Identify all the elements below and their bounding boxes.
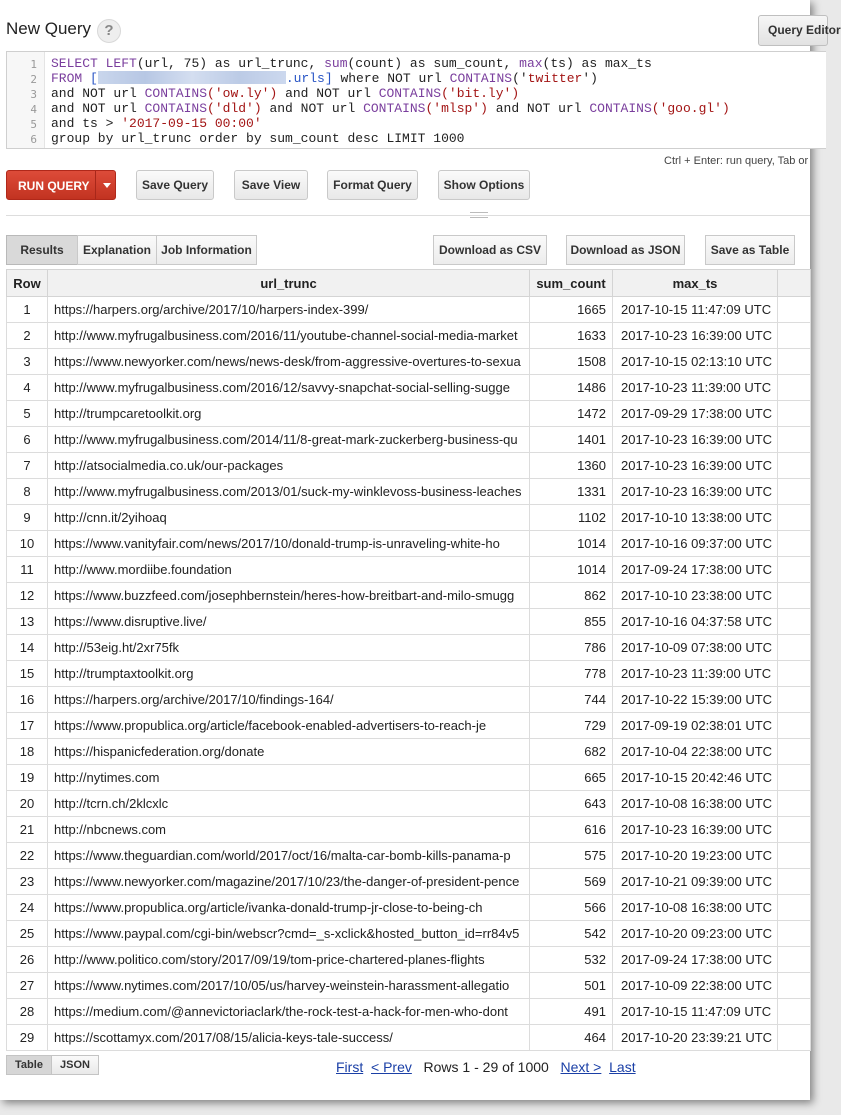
- page-title: New Query: [6, 19, 92, 38]
- table-row: [7, 921, 811, 947]
- url-cell: https://www.propublica.org/article/facebook-enabled-advertisers-to-reach-je: [48, 713, 530, 739]
- table-row: [7, 661, 811, 687]
- column-header-url-trunc: url_trunc: [48, 270, 530, 297]
- url-cell: https://harpers.org/archive/2017/10/harpers-index-399/: [48, 297, 530, 323]
- max-ts-cell: 2017-09-24 17:38:00 UTC: [613, 947, 778, 973]
- sum-count-cell: 1665: [530, 297, 613, 323]
- chevron-down-icon[interactable]: [103, 183, 111, 188]
- spacer-cell: [778, 947, 811, 973]
- table-row: [7, 739, 811, 765]
- spacer-cell: [778, 557, 811, 583]
- max-ts-cell: 2017-10-15 02:13:10 UTC: [613, 349, 778, 375]
- row-number-cell: 12: [7, 583, 48, 609]
- row-number-cell: 9: [7, 505, 48, 531]
- url-cell: https://hispanicfederation.org/donate: [48, 739, 530, 765]
- last-page-link[interactable]: Last: [609, 1059, 636, 1075]
- column-header-row: Row: [7, 270, 48, 297]
- max-ts-cell: 2017-09-24 17:38:00 UTC: [613, 557, 778, 583]
- row-number-cell: 18: [7, 739, 48, 765]
- url-cell: https://www.disruptive.live/: [48, 609, 530, 635]
- max-ts-cell: 2017-10-20 19:23:00 UTC: [613, 843, 778, 869]
- row-number-cell: 21: [7, 817, 48, 843]
- spacer-cell: [778, 843, 811, 869]
- results-table: [6, 269, 811, 1051]
- row-number-cell: 24: [7, 895, 48, 921]
- table-row: [7, 843, 811, 869]
- url-cell: http://cnn.it/2yihoaq: [48, 505, 530, 531]
- show-options-button[interactable]: Show Options: [438, 170, 530, 200]
- spacer-cell: [778, 453, 811, 479]
- max-ts-cell: 2017-10-04 22:38:00 UTC: [613, 739, 778, 765]
- url-cell: https://medium.com/@annevictoriaclark/the-rock-test-a-hack-for-men-who-dont: [48, 999, 530, 1025]
- max-ts-cell: 2017-10-15 20:42:46 UTC: [613, 765, 778, 791]
- save-view-button[interactable]: Save View: [234, 170, 308, 200]
- table-row: [7, 687, 811, 713]
- sum-count-cell: 501: [530, 973, 613, 999]
- query-editor[interactable]: [6, 51, 826, 149]
- spacer-cell: [778, 973, 811, 999]
- code-line-3: and NOT url CONTAINS('ow.ly') and NOT url CONTAINS('bit.ly'): [51, 86, 520, 101]
- line-number-gutter: [7, 52, 45, 148]
- table-row: [7, 375, 811, 401]
- sum-count-cell: 616: [530, 817, 613, 843]
- spacer-cell: [778, 687, 811, 713]
- sum-count-cell: 744: [530, 687, 613, 713]
- sum-count-cell: 1331: [530, 479, 613, 505]
- run-query-separator: [95, 171, 96, 199]
- sum-count-cell: 643: [530, 791, 613, 817]
- max-ts-cell: 2017-10-20 09:23:00 UTC: [613, 921, 778, 947]
- url-cell: http://www.politico.com/story/2017/09/19/tom-price-chartered-planes-flights: [48, 947, 530, 973]
- spacer-cell: [778, 609, 811, 635]
- sum-count-cell: 464: [530, 1025, 613, 1051]
- row-number-cell: 28: [7, 999, 48, 1025]
- row-number-cell: 6: [7, 427, 48, 453]
- sum-count-cell: 569: [530, 869, 613, 895]
- sum-count-cell: 1508: [530, 349, 613, 375]
- table-row: [7, 1025, 811, 1051]
- spacer-cell: [778, 297, 811, 323]
- row-number-cell: 2: [7, 323, 48, 349]
- tab-results[interactable]: Results: [6, 235, 78, 265]
- sum-count-cell: 1102: [530, 505, 613, 531]
- url-cell: https://www.newyorker.com/magazine/2017/10/23/the-danger-of-president-pence: [48, 869, 530, 895]
- table-row: [7, 895, 811, 921]
- line-number: 1: [30, 58, 37, 71]
- url-cell: http://www.myfrugalbusiness.com/2014/11/8-great-mark-zuckerberg-business-qu: [48, 427, 530, 453]
- url-cell: https://www.theguardian.com/world/2017/oct/16/malta-car-bomb-kills-panama-p: [48, 843, 530, 869]
- sum-count-cell: 665: [530, 765, 613, 791]
- table-row: [7, 349, 811, 375]
- spacer-cell: [778, 661, 811, 687]
- url-cell: https://scottamyx.com/2017/08/15/alicia-keys-tale-success/: [48, 1025, 530, 1051]
- max-ts-cell: 2017-10-15 11:47:09 UTC: [613, 297, 778, 323]
- help-icon[interactable]: ?: [97, 19, 121, 43]
- row-number-cell: 8: [7, 479, 48, 505]
- max-ts-cell: 2017-10-16 09:37:00 UTC: [613, 531, 778, 557]
- code-line-4: and NOT url CONTAINS('dld') and NOT url CONTAINS('mlsp') and NOT url CONTAINS('goo.gl'): [51, 101, 730, 116]
- row-number-cell: 25: [7, 921, 48, 947]
- row-number-cell: 23: [7, 869, 48, 895]
- max-ts-cell: 2017-10-09 22:38:00 UTC: [613, 973, 778, 999]
- sum-count-cell: 786: [530, 635, 613, 661]
- url-cell: https://www.propublica.org/article/ivanka-donald-trump-jr-close-to-being-ch: [48, 895, 530, 921]
- spacer-cell: [778, 375, 811, 401]
- row-number-cell: 26: [7, 947, 48, 973]
- row-number-cell: 1: [7, 297, 48, 323]
- sum-count-cell: 542: [530, 921, 613, 947]
- spacer-cell: [778, 895, 811, 921]
- max-ts-cell: 2017-10-23 16:39:00 UTC: [613, 479, 778, 505]
- row-number-cell: 20: [7, 791, 48, 817]
- spacer-cell: [778, 427, 811, 453]
- next-page-link[interactable]: Next >: [560, 1059, 602, 1075]
- max-ts-cell: 2017-10-23 16:39:00 UTC: [613, 323, 778, 349]
- max-ts-cell: 2017-10-10 13:38:00 UTC: [613, 505, 778, 531]
- max-ts-cell: 2017-09-19 02:38:01 UTC: [613, 713, 778, 739]
- first-page-link[interactable]: First: [336, 1059, 364, 1075]
- sum-count-cell: 491: [530, 999, 613, 1025]
- view-table-button[interactable]: Table: [6, 1055, 52, 1075]
- table-row: [7, 609, 811, 635]
- max-ts-cell: 2017-10-20 23:39:21 UTC: [613, 1025, 778, 1051]
- download-json-button[interactable]: Download as JSON: [566, 235, 685, 265]
- row-number-cell: 11: [7, 557, 48, 583]
- url-cell: http://trumpcaretoolkit.org: [48, 401, 530, 427]
- row-number-cell: 22: [7, 843, 48, 869]
- spacer-cell: [778, 791, 811, 817]
- table-header-row: [7, 270, 811, 297]
- url-cell: http://53eig.ht/2xr75fk: [48, 635, 530, 661]
- row-number-cell: 10: [7, 531, 48, 557]
- url-cell: https://www.buzzfeed.com/josephbernstein/heres-how-breitbart-and-milo-smugg: [48, 583, 530, 609]
- table-row: [7, 479, 811, 505]
- row-number-cell: 3: [7, 349, 48, 375]
- row-number-cell: 16: [7, 687, 48, 713]
- max-ts-cell: 2017-10-15 11:47:09 UTC: [613, 999, 778, 1025]
- sum-count-cell: 1401: [530, 427, 613, 453]
- pagination: [336, 1059, 636, 1075]
- sum-count-cell: 532: [530, 947, 613, 973]
- url-cell: http://atsocialmedia.co.uk/our-packages: [48, 453, 530, 479]
- spacer-cell: [778, 323, 811, 349]
- max-ts-cell: 2017-10-09 07:38:00 UTC: [613, 635, 778, 661]
- url-cell: https://www.nytimes.com/2017/10/05/us/harvey-weinstein-harassment-allegatio: [48, 973, 530, 999]
- spacer-cell: [778, 713, 811, 739]
- sum-count-cell: 1472: [530, 401, 613, 427]
- table-row: [7, 505, 811, 531]
- url-cell: http://www.myfrugalbusiness.com/2016/11/youtube-channel-social-media-market: [48, 323, 530, 349]
- table-row: [7, 973, 811, 999]
- spacer-cell: [778, 817, 811, 843]
- max-ts-cell: 2017-10-08 16:38:00 UTC: [613, 895, 778, 921]
- sum-count-cell: 575: [530, 843, 613, 869]
- row-number-cell: 27: [7, 973, 48, 999]
- keyboard-hint: Ctrl + Enter: run query, Tab or: [664, 155, 809, 167]
- column-header-spacer: [778, 270, 811, 297]
- format-query-button[interactable]: Format Query: [327, 170, 418, 200]
- tab-explanation[interactable]: Explanation: [77, 235, 157, 265]
- save-as-table-button[interactable]: Save as Table: [705, 235, 795, 265]
- sum-count-cell: 1633: [530, 323, 613, 349]
- tab-job-information[interactable]: Job Information: [156, 235, 257, 265]
- sum-count-cell: 855: [530, 609, 613, 635]
- row-number-cell: 13: [7, 609, 48, 635]
- line-number: 3: [30, 88, 37, 101]
- table-row: [7, 297, 811, 323]
- code-line-6: group by url_trunc order by sum_count desc LIMIT 1000: [51, 131, 465, 146]
- max-ts-cell: 2017-10-23 11:39:00 UTC: [613, 375, 778, 401]
- sum-count-cell: 1360: [530, 453, 613, 479]
- table-row: [7, 817, 811, 843]
- code-line-5: and ts > '2017-09-15 00:00': [51, 116, 262, 131]
- run-query-button[interactable]: [6, 170, 116, 200]
- column-header-max-ts: max_ts: [613, 270, 778, 297]
- line-number: 6: [30, 133, 37, 146]
- row-number-cell: 7: [7, 453, 48, 479]
- table-row: [7, 583, 811, 609]
- sum-count-cell: 682: [530, 739, 613, 765]
- save-query-button[interactable]: Save Query: [136, 170, 214, 200]
- row-number-cell: 4: [7, 375, 48, 401]
- url-cell: http://trumptaxtoolkit.org: [48, 661, 530, 687]
- table-row: [7, 401, 811, 427]
- table-row: [7, 791, 811, 817]
- sum-count-cell: 1486: [530, 375, 613, 401]
- sum-count-cell: 1014: [530, 557, 613, 583]
- sum-count-cell: 778: [530, 661, 613, 687]
- row-number-cell: 14: [7, 635, 48, 661]
- max-ts-cell: 2017-10-08 16:38:00 UTC: [613, 791, 778, 817]
- table-row: [7, 557, 811, 583]
- view-json-button[interactable]: JSON: [51, 1055, 99, 1075]
- spacer-cell: [778, 921, 811, 947]
- line-number: 2: [30, 73, 37, 86]
- url-cell: http://tcrn.ch/2klcxlc: [48, 791, 530, 817]
- spacer-cell: [778, 479, 811, 505]
- line-number: 5: [30, 118, 37, 131]
- run-query-label: RUN QUERY: [18, 179, 90, 193]
- code-line-1: SELECT LEFT(url, 75) as url_trunc, sum(count) as sum_count, max(ts) as max_ts: [51, 56, 652, 71]
- url-cell: https://www.vanityfair.com/news/2017/10/donald-trump-is-unraveling-white-ho: [48, 531, 530, 557]
- table-row: [7, 453, 811, 479]
- max-ts-cell: 2017-10-23 16:39:00 UTC: [613, 453, 778, 479]
- results-table-body: [7, 297, 811, 1051]
- row-number-cell: 15: [7, 661, 48, 687]
- table-row: [7, 947, 811, 973]
- spacer-cell: [778, 635, 811, 661]
- table-row: [7, 999, 811, 1025]
- row-number-cell: 29: [7, 1025, 48, 1051]
- table-row: [7, 635, 811, 661]
- spacer-cell: [778, 531, 811, 557]
- url-cell: http://nytimes.com: [48, 765, 530, 791]
- table-row: [7, 765, 811, 791]
- sum-count-cell: 566: [530, 895, 613, 921]
- spacer-cell: [778, 505, 811, 531]
- spacer-cell: [778, 1025, 811, 1051]
- table-row: [7, 531, 811, 557]
- spacer-cell: [778, 583, 811, 609]
- max-ts-cell: 2017-10-21 09:39:00 UTC: [613, 869, 778, 895]
- sum-count-cell: 729: [530, 713, 613, 739]
- spacer-cell: [778, 739, 811, 765]
- url-cell: https://www.paypal.com/cgi-bin/webscr?cmd=_s-xclick&hosted_button_id=rr84v5: [48, 921, 530, 947]
- prev-page-link[interactable]: < Prev: [371, 1059, 412, 1075]
- download-csv-button[interactable]: Download as CSV: [433, 235, 547, 265]
- spacer-cell: [778, 999, 811, 1025]
- max-ts-cell: 2017-09-29 17:38:00 UTC: [613, 401, 778, 427]
- row-number-cell: 19: [7, 765, 48, 791]
- row-number-cell: 5: [7, 401, 48, 427]
- table-row: [7, 869, 811, 895]
- rows-info: Rows 1 - 29 of 1000: [423, 1059, 549, 1075]
- spacer-cell: [778, 401, 811, 427]
- max-ts-cell: 2017-10-23 11:39:00 UTC: [613, 661, 778, 687]
- url-cell: http://nbcnews.com: [48, 817, 530, 843]
- code-line-2: FROM [ .urls] where NOT url CONTAINS('twitter'): [51, 71, 598, 86]
- pane-divider: [6, 215, 810, 216]
- column-header-sum-count: sum_count: [530, 270, 613, 297]
- query-editor-button[interactable]: Query Editor: [758, 15, 828, 46]
- line-number: 4: [30, 103, 37, 116]
- url-cell: https://www.newyorker.com/news/news-desk/from-aggressive-overtures-to-sexua: [48, 349, 530, 375]
- table-row: [7, 427, 811, 453]
- table-row: [7, 323, 811, 349]
- max-ts-cell: 2017-10-23 16:39:00 UTC: [613, 817, 778, 843]
- row-number-cell: 17: [7, 713, 48, 739]
- max-ts-cell: 2017-10-23 16:39:00 UTC: [613, 427, 778, 453]
- spacer-cell: [778, 765, 811, 791]
- spacer-cell: [778, 349, 811, 375]
- sum-count-cell: 862: [530, 583, 613, 609]
- url-cell: http://www.myfrugalbusiness.com/2016/12/savvy-snapchat-social-selling-sugge: [48, 375, 530, 401]
- max-ts-cell: 2017-10-10 23:38:00 UTC: [613, 583, 778, 609]
- url-cell: http://www.mordiibe.foundation: [48, 557, 530, 583]
- redacted-dataset-name: [98, 71, 286, 84]
- max-ts-cell: 2017-10-22 15:39:00 UTC: [613, 687, 778, 713]
- url-cell: https://harpers.org/archive/2017/10/findings-164/: [48, 687, 530, 713]
- max-ts-cell: 2017-10-16 04:37:58 UTC: [613, 609, 778, 635]
- header: [0, 0, 841, 50]
- spacer-cell: [778, 869, 811, 895]
- url-cell: http://www.myfrugalbusiness.com/2013/01/suck-my-winklevoss-business-leaches: [48, 479, 530, 505]
- sum-count-cell: 1014: [530, 531, 613, 557]
- table-row: [7, 713, 811, 739]
- resize-handle[interactable]: [470, 212, 488, 218]
